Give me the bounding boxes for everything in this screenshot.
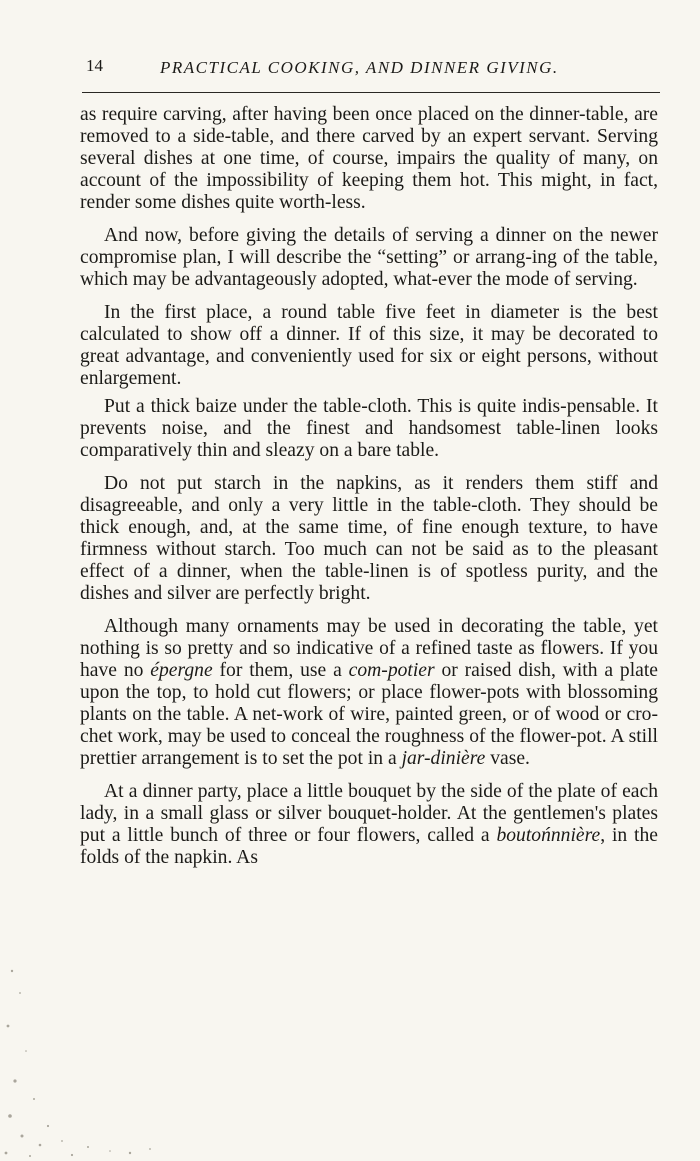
text-run: vase. (485, 748, 530, 769)
text-run: , in the folds of the napkin. As (80, 825, 658, 868)
text-run: At a dinner party, place a little bouquet by the side of the plate of each lady, in a small glass or silver bouquet-holder. At the gentlemen's plates put a little bunch of three or four flowers, called a (80, 781, 658, 846)
page-header (82, 52, 660, 93)
body-text (80, 104, 658, 880)
text-run: or raised dish, with a plate upon the top, to hold cut flowers; or place flower-pots with blossoming plants on the table. A net-work of wire, painted green, or of wood or cro-chet work, may be used to conceal the roughness of the flower-pot. A still prettier arrangement is to set the pot in a (80, 660, 658, 769)
italic-term: jar-dinière (401, 748, 486, 769)
paragraph-bouquet (80, 781, 658, 869)
paragraph-round-table: In the first place, a round table five feet in diameter is the best calculated to show off a dinner. If of this size, it may be decorated to great advantage, and conveniently used for six or eight persons, without enlargement. (80, 302, 658, 389)
paragraph-baize: Put a thick baize under the table-cloth. This is quite indis-pensable. It prevents noise, and the finest and handsomest table-linen looks comparatively thin and sleazy on a bare table. (80, 396, 658, 461)
paragraph-flowers (80, 616, 658, 770)
running-title: PRACTICAL COOKING, AND DINNER GIVING. (160, 58, 559, 77)
text-run: for them, use a (212, 660, 349, 681)
page-number: 14 (86, 56, 103, 75)
paragraph-carving: as require carving, after having been once placed on the dinner-table, are removed to a side-table, and there carved by an expert servant. Serving several dishes at one time, of course, impairs the quality of many, on account of the impossibility of keeping them hot. This might, in fact, render some dishes quite worth-less. (80, 104, 658, 213)
paragraph-setting: And now, before giving the details of serving a dinner on the newer compromise plan, I will describe the “setting” or arrang-ing of the table, which may be advantageously adopted, what-ever the mode of serving. (80, 225, 658, 290)
italic-term: boutońnnière (496, 825, 601, 846)
text-run: Although many ornaments may be used in decorating the table, yet nothing is so pretty and so indicative of a refined taste as flowers. If you have no (80, 616, 658, 681)
italic-term: épergne (150, 660, 213, 681)
paragraph-starch: Do not put starch in the napkins, as it renders them stiff and disagreeable, and only a very little in the table-cloth. They should be thick enough, and, at the same time, of fine enough texture, to have firmness without starch. Too much can not be said as to the pleasant effect of a dinner, when the table-linen is of spotless purity, and the dishes and silver are perfectly bright. (80, 473, 658, 604)
italic-term: com-potier (348, 660, 435, 681)
paper-specks (0, 931, 180, 1161)
